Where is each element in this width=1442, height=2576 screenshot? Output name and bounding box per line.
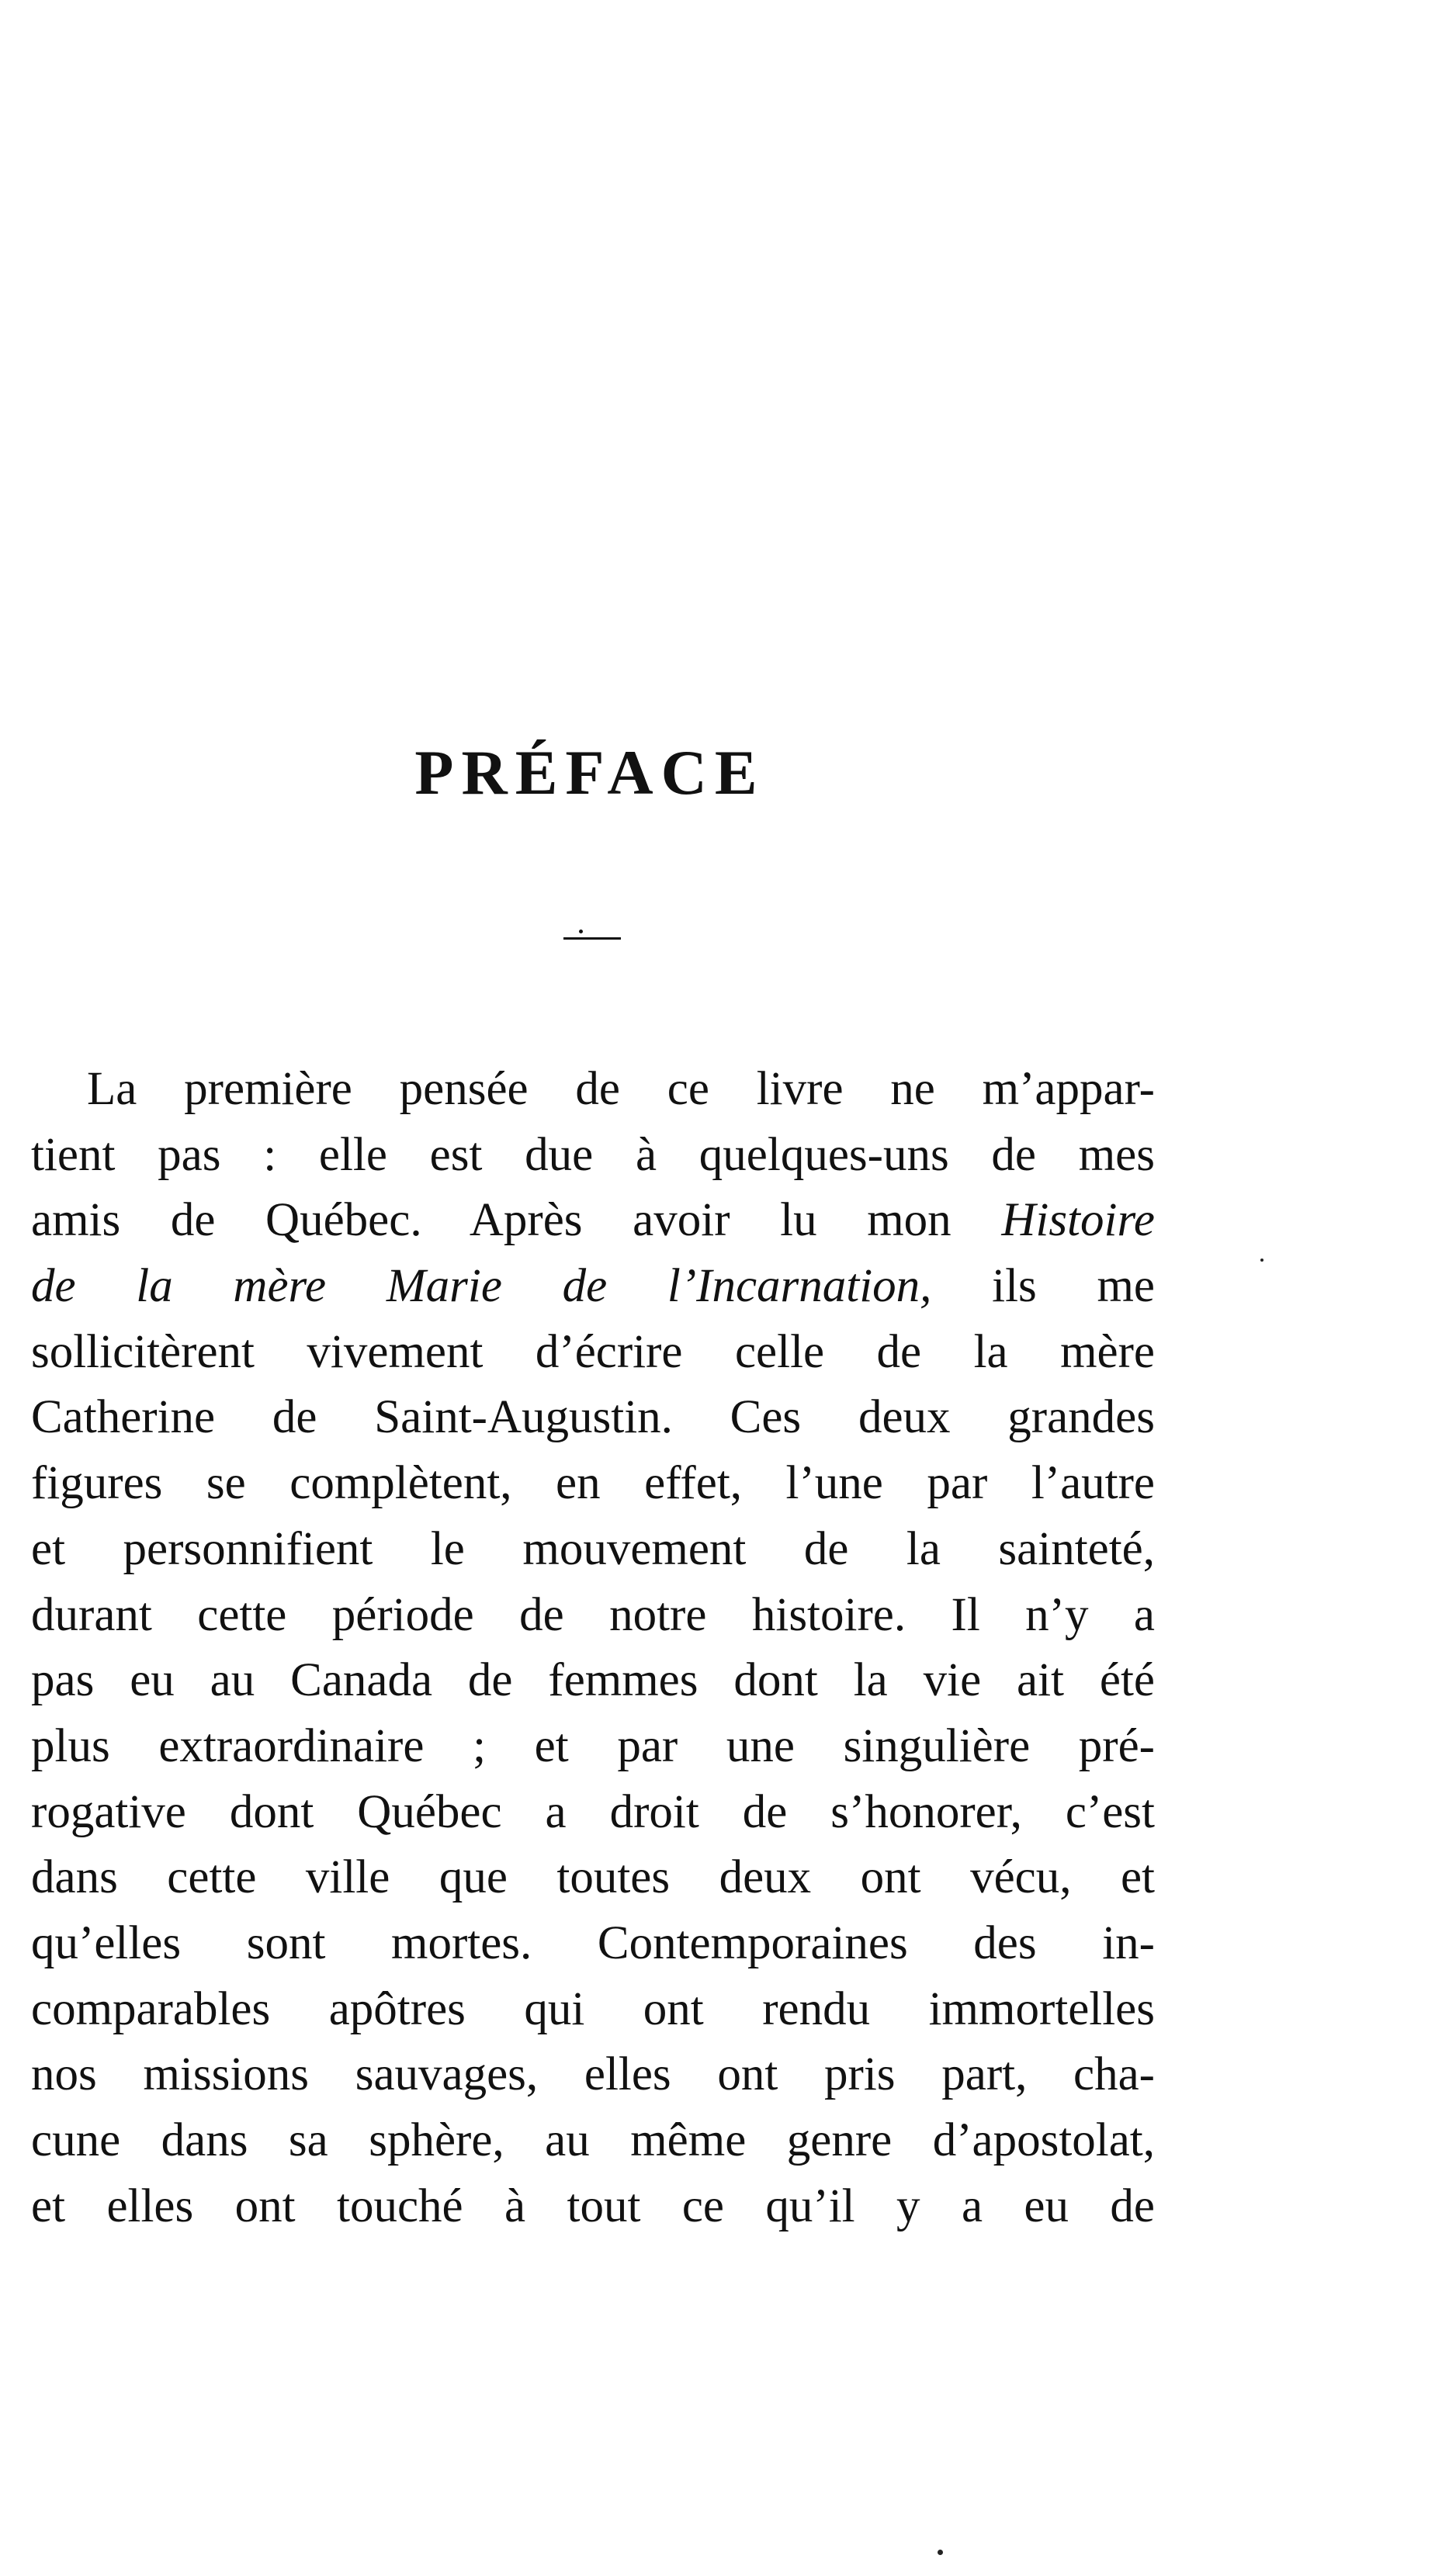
book-title-italic-cont: de la mère Marie de l’Incarnation, (31, 1260, 932, 1313)
preface-body (31, 1057, 1155, 2239)
text-line-11: plus extraordinaire ; et par une singulière pré- (31, 1719, 1155, 1772)
text-line-2: tient pas : elle est due à quelques-uns de mes (31, 1128, 1155, 1181)
print-speck (1260, 1259, 1263, 1262)
text-line-12: rogative dont Québec a droit de s’honorer, c’est (31, 1785, 1155, 1838)
text-line-18: et elles ont touché à tout ce qu’il y a eu de (31, 2180, 1155, 2232)
text-line-4-roman: ils me (931, 1260, 1155, 1313)
text-line-8: et personnifient le mouvement de la sainteté, (31, 1522, 1155, 1575)
title-rule (563, 937, 621, 940)
text-line-1: La première pensée de ce livre ne m’appar- (87, 1063, 1155, 1115)
text-line-15: comparables apôtres qui ont rendu immortelles (31, 1982, 1155, 2035)
text-line-10: pas eu au Canada de femmes dont la vie ait été (31, 1654, 1155, 1707)
text-line-13: dans cette ville que toutes deux ont vécu, et (31, 1851, 1155, 1904)
print-speck (938, 2550, 943, 2555)
text-line-7: figures se complètent, en effet, l’une par l’autre (31, 1457, 1155, 1510)
text-line-3 (31, 1188, 1155, 1254)
text-line-4 (31, 1254, 1155, 1320)
page-title: PRÉFACE (414, 737, 765, 808)
text-line-6: Catherine de Saint-Augustin. Ces deux grandes (31, 1391, 1155, 1444)
text-line-17: cune dans sa sphère, au même genre d’apostolat, (31, 2114, 1155, 2166)
text-line-9: durant cette période de notre histoire. Il n’y a (31, 1588, 1155, 1641)
text-line-14: qu’elles sont mortes. Contemporaines des in- (31, 1916, 1155, 1969)
book-title-italic: Histoire (1001, 1194, 1155, 1247)
ornament-dot (579, 930, 583, 933)
text-line-5: sollicitèrent vivement d’écrire celle de la mère (31, 1325, 1155, 1378)
text-line-16: nos missions sauvages, elles ont pris part, cha- (31, 2048, 1155, 2101)
text-line-3-roman: amis de Québec. Après avoir lu mon (31, 1194, 1002, 1247)
